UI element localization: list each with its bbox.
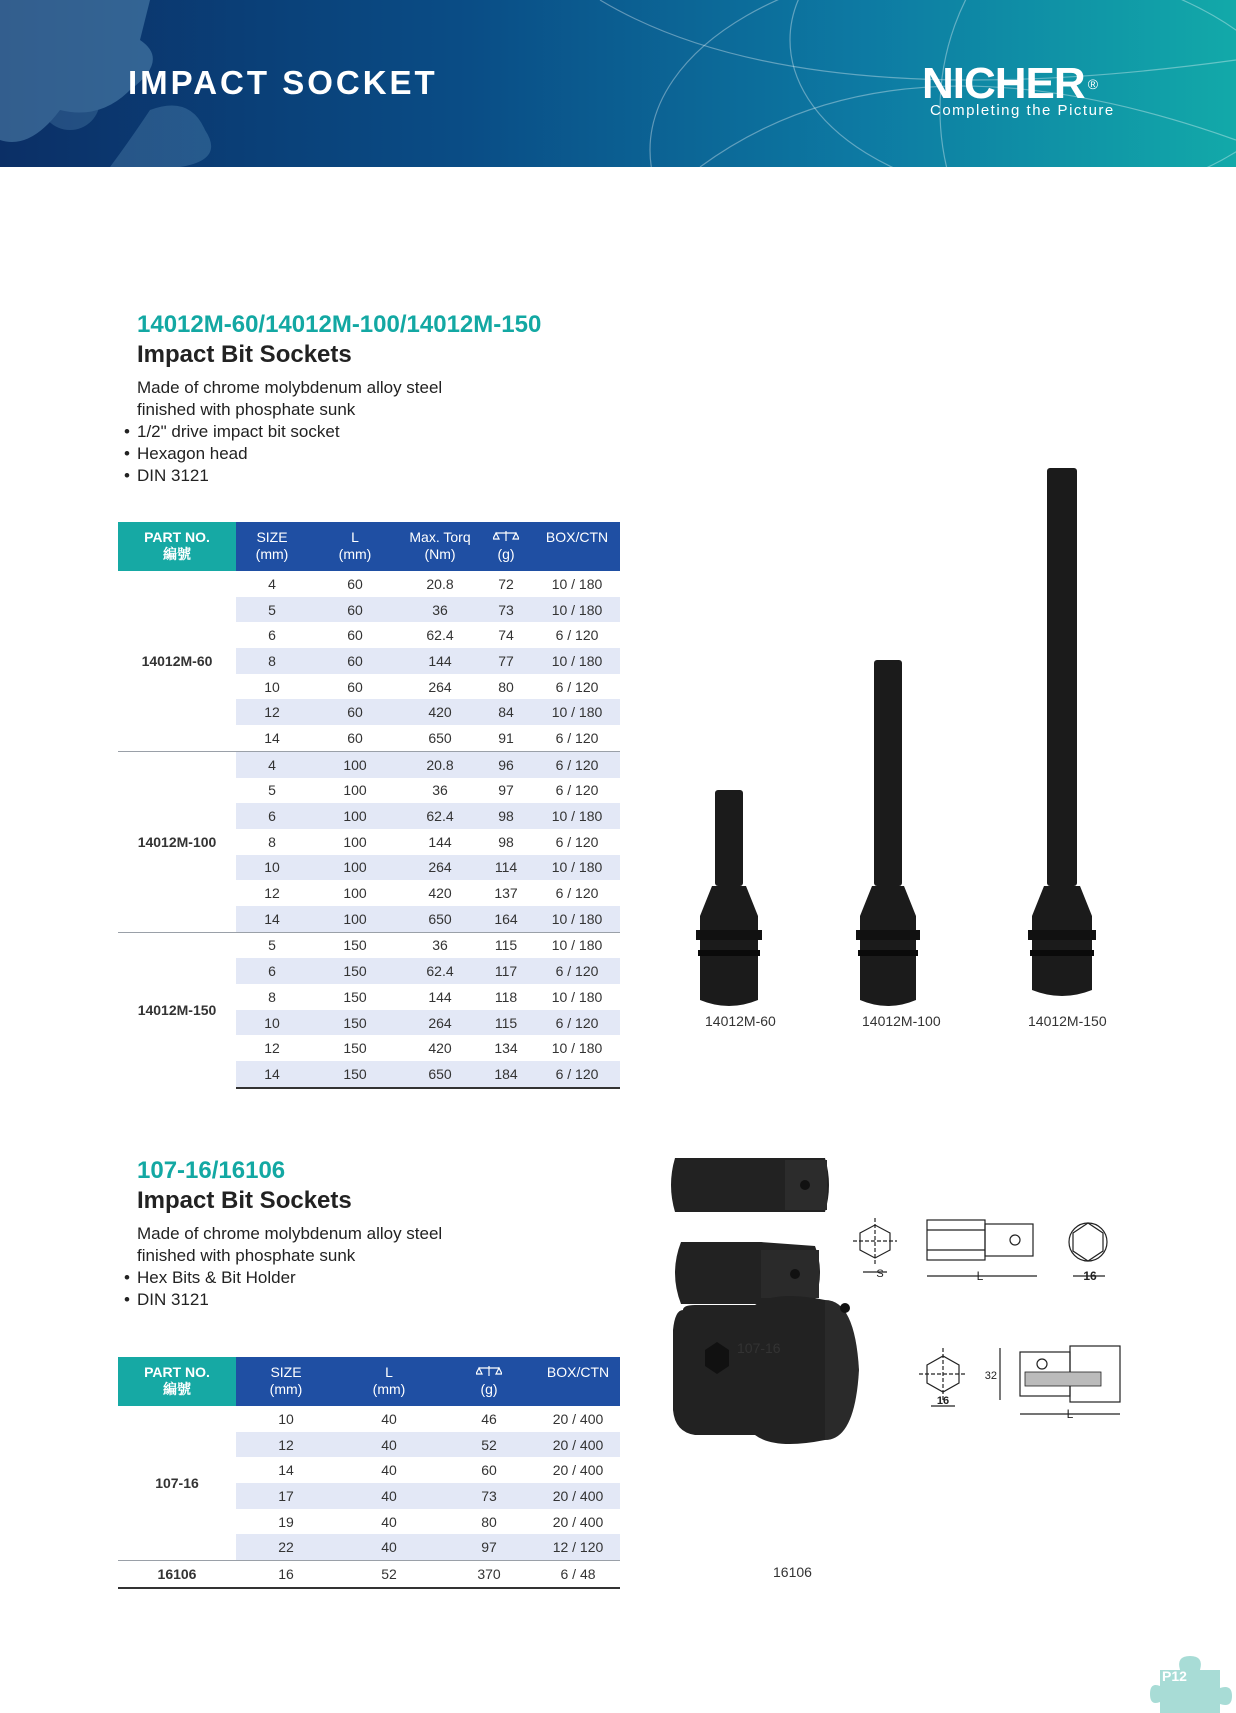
table-cell: 60 [308,699,402,725]
section1-product-images [680,460,1140,1020]
col-weight: (g) [478,522,534,571]
col-box-ctn: BOX/CTN [536,1357,620,1406]
table-cell: 6 / 120 [555,782,599,799]
table-cell: 80 [498,678,514,695]
table-cell: 60 [347,678,363,695]
part-number-cell: 14012M-100 [118,751,236,932]
table-cell: 22 [236,1534,336,1560]
table-cell: 264 [402,855,478,881]
table-cell: 6 / 120 [555,729,599,746]
page-header [0,0,1236,167]
table-cell: 73 [478,597,534,623]
col-part-no: PART NO. 編號 [118,522,236,571]
part-number-cell: 14012M-60 [118,571,236,751]
table-cell: 264 [428,678,452,695]
table-cell: 36 [432,782,448,799]
section2-title: Impact Bit Sockets [137,1187,352,1214]
table-cell: 6 / 120 [534,958,620,984]
feature-bullet: • DIN 3121 [124,1289,442,1311]
table-cell: 150 [308,1010,402,1036]
table-cell: 10 [278,1410,294,1427]
table-cell: 150 [343,1040,367,1057]
table-cell: 36 [402,932,478,958]
scale-icon [493,530,519,542]
feature-bullet: • Hex Bits & Bit Holder [124,1267,442,1289]
table-cell: 10 [236,1010,308,1036]
table-cell: 650 [402,1061,478,1088]
table-cell: 72 [498,575,514,592]
table-cell: 62.4 [402,803,478,829]
table-cell: 100 [308,906,402,932]
table-cell: 5 [236,932,308,958]
table-cell: 60 [308,597,402,623]
table-cell: 4 [236,751,308,777]
table-cell: 6 / 120 [555,627,599,644]
table-cell: 100 [308,751,402,777]
table-cell: 100 [343,885,367,902]
table-cell: 77 [478,648,534,674]
table-cell: 36 [402,597,478,623]
table-cell: 62.4 [426,627,454,644]
table-cell: 10 / 180 [534,597,620,623]
table-cell: 6 [268,627,276,644]
section2-description [124,1223,442,1311]
dim-drawing-16106 [919,1346,1120,1414]
page-number: P12 [1162,1668,1187,1684]
table-cell: 60 [347,575,363,592]
col-size: SIZE (mm) [236,1357,336,1406]
table-cell: 14 [236,1061,308,1088]
table-cell: 20 / 400 [536,1483,620,1509]
table-cell: 12 / 120 [536,1534,620,1560]
table-cell: 8 [268,833,276,850]
table-cell: 40 [381,1513,397,1530]
table-row [118,571,620,597]
table-cell: 144 [428,833,452,850]
table-cell: 6 / 120 [555,885,599,902]
table-cell: 164 [478,906,534,932]
table-cell: 6 / 48 [536,1561,620,1588]
table-cell: 40 [336,1483,442,1509]
table-cell: 40 [336,1534,442,1560]
table-cell: 6 / 120 [534,1010,620,1036]
table-cell: 134 [494,1040,518,1057]
table-cell: 118 [494,988,518,1005]
table-cell: 10 [264,678,280,695]
table-row [118,932,620,958]
table-cell: 264 [402,1010,478,1036]
table-cell: 62.4 [402,958,478,984]
scale-icon [476,1365,502,1377]
table-cell: 52 [442,1432,536,1458]
table-cell: 100 [343,782,367,799]
table-cell: 6 [236,958,308,984]
table-cell: 10 / 180 [534,699,620,725]
table-cell: 10 / 180 [551,988,603,1005]
dim-16-label: 16 [1083,1269,1097,1283]
table-cell: 98 [498,833,514,850]
desc-line: finished with phosphate sunk [137,1246,356,1265]
table-cell: 150 [308,1061,402,1088]
socket-14012m-150 [1028,468,1096,996]
col-max-torq: Max. Torq (Nm) [402,522,478,571]
table-cell: 650 [402,906,478,932]
table-cell: 12 [264,1040,280,1057]
table-cell: 8 [236,648,308,674]
part-number-cell: 16106 [118,1561,236,1588]
table-cell: 40 [381,1410,397,1427]
table-cell: 60 [308,648,402,674]
product-label: 107-16 [737,1340,781,1356]
table-cell: 12 [236,1432,336,1458]
table-cell: 144 [428,988,452,1005]
table-cell: 650 [428,729,452,746]
table-cell: 10 / 180 [534,932,620,958]
part-number-cell: 14012M-150 [118,932,236,1088]
socket-14012m-100 [856,660,920,1006]
table-cell: 60 [347,627,363,644]
table-cell: 14 [264,729,280,746]
table-cell: 60 [481,1462,497,1479]
table-cell: 100 [308,803,402,829]
table-cell: 5 [268,782,276,799]
table-cell: 97 [442,1534,536,1560]
dim-drawing-107-16 [853,1218,1107,1276]
table-cell: 10 / 180 [534,855,620,881]
table-cell: 5 [236,597,308,623]
col-box-ctn: BOX/CTN [534,522,620,571]
arc-lines [600,0,1236,167]
table-cell: 60 [347,729,363,746]
col-length: L (mm) [336,1357,442,1406]
table-cell: 17 [236,1483,336,1509]
table-cell: 370 [442,1561,536,1588]
brand-logo [922,59,1098,108]
brand-name: NICHER [922,59,1085,108]
table-cell: 150 [308,958,402,984]
table-cell: 117 [478,958,534,984]
table-cell: 40 [381,1462,397,1479]
bit-holder-16106 [673,1296,859,1444]
page-title: IMPACT SOCKET [128,64,438,101]
section2-codes: 107-16/16106 [137,1157,286,1184]
dim-32-label: 32 [984,1370,997,1382]
table-cell: 6 / 120 [534,751,620,777]
socket-14012m-60 [696,790,762,1006]
desc-line: finished with phosphate sunk [137,400,356,419]
table-cell: 12 [236,699,308,725]
table-cell: 96 [478,751,534,777]
section1-codes: 14012M-60/14012M-100/14012M-150 [137,311,542,338]
table-cell: 100 [308,855,402,881]
table-cell: 16 [236,1561,336,1588]
registered-mark: ® [1087,76,1098,92]
desc-line: Made of chrome molybdenum alloy steel [137,378,443,397]
table-cell: 150 [308,932,402,958]
table-cell: 12 [264,885,280,902]
table-cell: 40 [336,1432,442,1458]
table-cell: 6 / 120 [555,678,599,695]
product-label: 14012M-100 [862,1013,941,1029]
table-cell: 184 [478,1061,534,1088]
table-row [118,751,620,777]
table-cell: 80 [481,1513,497,1530]
dim-s-label: S [876,1268,884,1280]
table-cell: 420 [428,1040,452,1057]
table-cell: 8 [268,988,276,1005]
col-part-no: PART NO. 編號 [118,1357,236,1406]
dim-16-label: 16 [936,1395,950,1407]
product-label: 14012M-60 [705,1013,776,1029]
desc-line: Made of chrome molybdenum alloy steel [137,1224,443,1243]
table-cell: 14 [278,1462,294,1479]
table-cell: 6 / 120 [555,833,599,850]
table-cell: 19 [278,1513,294,1530]
table-cell: 6 / 120 [534,1061,620,1088]
table-cell: 420 [428,885,452,902]
dim-l-label: L [1066,1407,1074,1421]
table-cell: 98 [478,803,534,829]
product-label: 14012M-150 [1028,1013,1107,1029]
table-cell: 73 [442,1483,536,1509]
hex-bit-107-16 [671,1158,829,1304]
col-weight: (g) [442,1357,536,1406]
col-size: SIZE (mm) [236,522,308,571]
part-number-cell: 107-16 [118,1406,236,1561]
section1-title: Impact Bit Sockets [137,341,352,368]
table-cell: 6 [236,803,308,829]
table-row [118,1406,620,1432]
table-cell: 10 / 180 [534,648,620,674]
table-cell: 144 [402,648,478,674]
table-cell: 10 / 180 [534,906,620,932]
table-cell: 10 [236,855,308,881]
table-cell: 115 [478,1010,534,1036]
table-cell: 14 [236,906,308,932]
table-cell: 52 [336,1561,442,1588]
table-cell: 84 [478,699,534,725]
table-cell: 20.8 [402,751,478,777]
table-cell: 74 [498,627,514,644]
section1-description [124,377,442,487]
table-cell: 137 [494,885,518,902]
feature-bullet: • Hexagon head [124,443,442,465]
table-cell: 10 / 180 [551,575,603,592]
table-cell: 20 / 400 [536,1432,620,1458]
table-cell: 115 [478,932,534,958]
spec-table-1 [118,522,620,1089]
table-cell: 420 [402,699,478,725]
table-cell: 20 / 400 [552,1462,604,1479]
section2-product-images [665,1150,1135,1570]
brand-tagline: Completing the Picture [930,102,1115,119]
product-label: 16106 [773,1564,812,1580]
table-cell: 100 [343,833,367,850]
feature-bullet: • DIN 3121 [124,465,442,487]
table-cell: 91 [498,729,514,746]
spec-table-2 [118,1357,620,1589]
dim-l-label: L [976,1269,984,1283]
table-cell: 20.8 [426,575,454,592]
table-row [118,1561,620,1588]
table-cell: 10 / 180 [551,1040,603,1057]
table-cell: 97 [498,782,514,799]
table-cell: 10 / 180 [534,803,620,829]
col-length: L (mm) [308,522,402,571]
table-cell: 150 [343,988,367,1005]
table-cell: 46 [481,1410,497,1427]
table-cell: 114 [478,855,534,881]
table-cell: 20 / 400 [552,1513,604,1530]
table-cell: 20 / 400 [552,1410,604,1427]
feature-bullet: • 1/2" drive impact bit socket [124,421,442,443]
table-cell: 4 [268,575,276,592]
